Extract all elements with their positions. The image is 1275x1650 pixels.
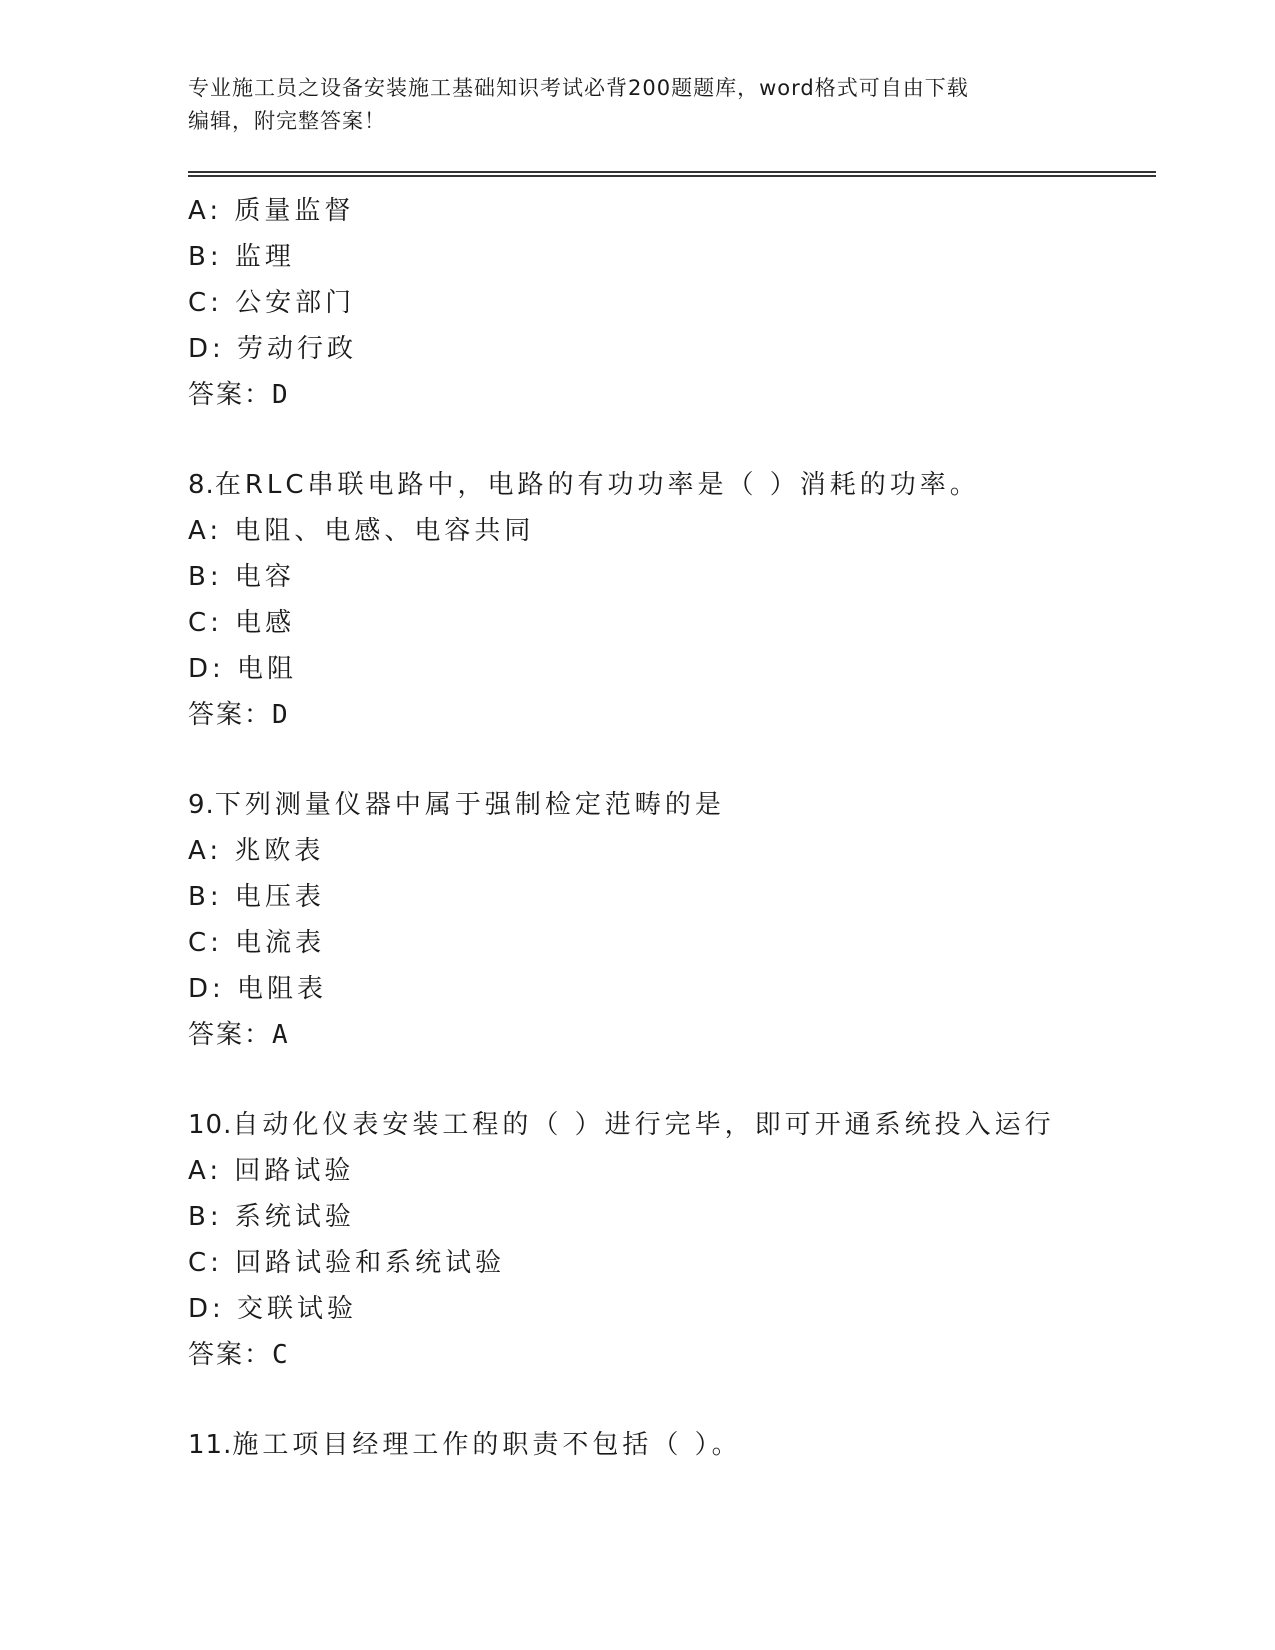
answer-line — [188, 372, 1156, 418]
question-stem — [188, 1102, 1156, 1148]
answer-value: D — [272, 380, 289, 410]
question-stem — [188, 782, 1156, 828]
option-b: B: 电容 — [188, 562, 295, 592]
option-a: A: 电阻、电感、电容共同 — [188, 516, 535, 546]
question-number: 8. — [188, 470, 215, 500]
option-c: C: 电感 — [188, 608, 296, 638]
option-b: B: 电压表 — [188, 882, 325, 912]
header-divider-top — [188, 171, 1156, 173]
option-d: D: 电阻 — [188, 654, 298, 684]
header-line-1: 专业施工员之设备安装施工基础知识考试必背200题题库，word格式可自由下载 — [188, 76, 969, 100]
question-number: 9. — [188, 790, 215, 820]
question-text: 自动化仪表安装工程的（ ）进行完毕，即可开通系统投入运行 — [232, 1110, 1055, 1140]
option-d: D: 劳动行政 — [188, 334, 358, 364]
header-line-2: 编辑，附完整答案！ — [188, 109, 386, 133]
question-stem — [188, 1422, 1156, 1468]
option-c: C: 电流表 — [188, 928, 326, 958]
question-text: 下列测量仪器中属于强制检定范畴的是 — [214, 790, 725, 820]
answer-line — [188, 692, 1156, 738]
question-text: 施工项目经理工作的职责不包括（ ）。 — [232, 1430, 742, 1460]
question-text: 在RLC串联电路中，电路的有功功率是（ ）消耗的功率。 — [214, 470, 980, 500]
answer-value: A — [272, 1020, 289, 1050]
option-b: B: 系统试验 — [188, 1202, 355, 1232]
header-divider-bottom — [188, 175, 1156, 177]
answer-label: 答案： — [188, 700, 273, 730]
option-b: B: 监理 — [188, 242, 295, 272]
answer-label: 答案： — [188, 380, 273, 410]
answer-label: 答案： — [188, 1020, 273, 1050]
answer-line — [188, 1012, 1156, 1058]
option-d: D: 交联试验 — [188, 1294, 358, 1324]
answer-value: C — [272, 1340, 289, 1370]
question-number: 10. — [188, 1110, 233, 1140]
answer-value: D — [272, 700, 289, 730]
document-header — [188, 72, 1068, 138]
answer-label: 答案： — [188, 1340, 273, 1370]
option-a: A: 质量监督 — [188, 196, 355, 226]
option-c: C: 回路试验和系统试验 — [188, 1248, 506, 1278]
option-d: D: 电阻表 — [188, 974, 328, 1004]
question-list — [188, 188, 1156, 1468]
question-stem — [188, 462, 1156, 508]
option-a: A: 回路试验 — [188, 1156, 355, 1186]
option-c: C: 公安部门 — [188, 288, 356, 318]
answer-line — [188, 1332, 1156, 1378]
question-number: 11. — [188, 1430, 233, 1460]
option-a: A: 兆欧表 — [188, 836, 325, 866]
